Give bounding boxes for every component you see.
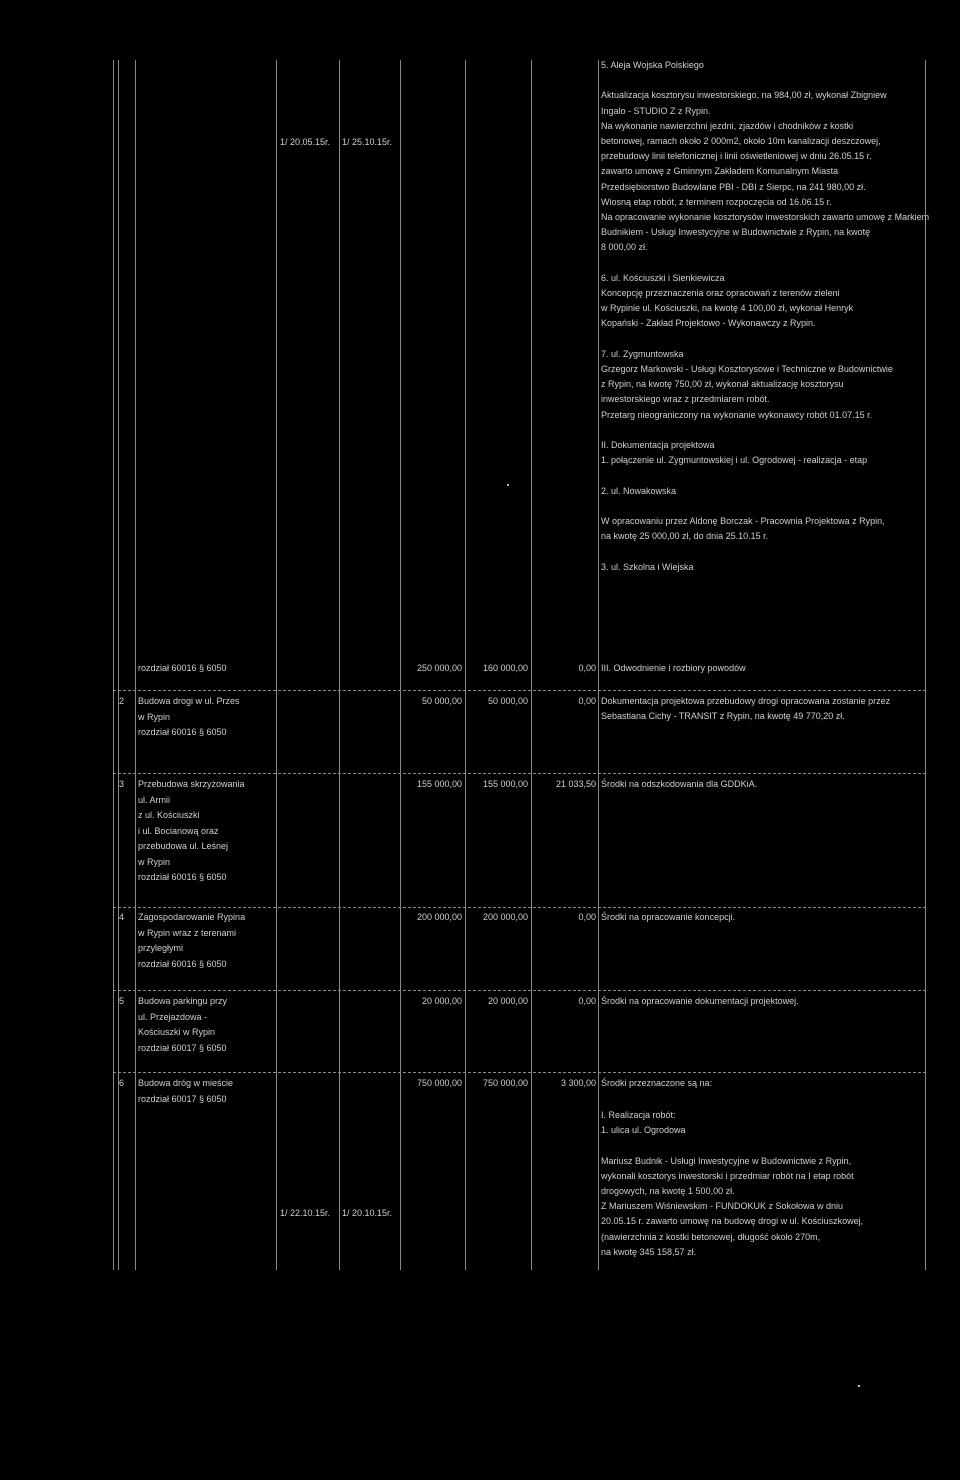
task-name-line: rozdział 60016 § 6050: [138, 663, 227, 673]
description-line: I. Realizacja robót:: [601, 1110, 676, 1120]
task-name-line: rozdział 60016 § 6050: [138, 727, 227, 737]
description-line: Aktualizacja kosztorysu inwestorskiego, na 984,00 zł, wykonał Zbigniew: [601, 90, 887, 101]
column-rule: [598, 60, 599, 1270]
column-rule: [531, 60, 532, 1270]
plan-amount: 155 000,00: [416, 779, 462, 789]
description-line: Budnikiem - Usługi Inwestycyjne w Budownictwie z Rypin, na kwotę: [601, 227, 871, 238]
description-line: Przedsiębiorstwo Budowlane PBI - DBI z Sierpc, na 241 980,00 zł.: [601, 181, 866, 192]
description-line: Ingalo - STUDIO Z z Rypin.: [601, 105, 711, 116]
amount-after-changes: 750 000,00: [482, 1078, 528, 1088]
row-description-line: Środki na opracowanie koncepcji.: [601, 912, 736, 922]
description-line: 1. połączenie ul. Zygmuntowskiej i ul. Ogrodowej - realizacja - etap: [601, 455, 868, 466]
row-description-line: Środki przeznaczone są na:: [601, 1078, 713, 1088]
column-rule: [276, 60, 277, 1270]
task-name-line: z ul. Kościuszki: [138, 810, 200, 820]
description-line: drogowych, na kwotę 1 500,00 zł.: [601, 1186, 735, 1196]
description-line: betonowej, ramach około 2 000m2, około 10m kanalizacji deszczowej,: [601, 136, 881, 146]
date-end-top: 1/ 25.10.15r.: [342, 137, 393, 147]
column-rule: [135, 60, 136, 1270]
description-line: Mariusz Budnik - Usługi Inwestycyjne w Budownictwie z Rypin,: [601, 1155, 852, 1166]
task-name-line: w Rypin wraz z terenami: [138, 927, 237, 938]
description-line: Przetarg nieograniczony na wykonanie wykonawcy robót 01.07.15 r.: [601, 409, 873, 420]
description-line: Koncepcję przeznaczenia oraz opracowań z terenów zieleni: [601, 288, 840, 298]
row-description-line: Środki na opracowanie dokumentacji projektowej.: [601, 996, 799, 1006]
description-line: przebudowy linii telefonicznej i linii oświetleniowej w dniu 26.05.15 r.: [601, 151, 872, 162]
task-name-line: w Rypin: [138, 711, 171, 722]
description-line: 2. ul. Nowakowska: [601, 485, 677, 496]
executed-amount: 0,00: [578, 912, 596, 922]
description-line: 6. ul. Kościuszki i Sienkiewicza: [601, 272, 725, 283]
row-number: 6: [119, 1078, 125, 1088]
description-line: Na opracowanie wykonanie kosztorysów inwestorskich zawarto umowę z Markiem: [601, 212, 930, 222]
row-number: 5: [119, 996, 125, 1006]
task-name-line: Przebudowa skrzyżowania: [138, 779, 245, 789]
description-line: inwestorskiego wraz z przedmiarem robót.: [601, 394, 770, 405]
executed-amount: 0,00: [578, 996, 596, 1006]
date-start-bottom: 1/ 22.10.15r.: [280, 1208, 331, 1218]
task-name-line: rozdział 60017 § 6050: [138, 1093, 227, 1104]
column-rule: [400, 60, 401, 1270]
plan-amount: 200 000,00: [416, 912, 462, 922]
plan-amount: 250 000,00: [416, 663, 462, 673]
task-name-line: przyległymi: [138, 943, 184, 953]
task-name-line: i ul. Bocianową oraz: [138, 825, 219, 836]
executed-amount: 21 033,50: [555, 779, 596, 789]
amount-after-changes: 200 000,00: [482, 912, 528, 922]
column-rule: [339, 60, 340, 1270]
date-end-bottom: 1/ 20.10.15r.: [342, 1208, 393, 1218]
description-line: Na wykonanie nawierzchni jezdni, zjazdów i chodników z kostki: [601, 120, 854, 131]
task-name-line: rozdział 60016 § 6050: [138, 958, 227, 969]
task-name-line: Budowa dróg w mieście: [138, 1078, 234, 1088]
description-line: Kopański - Zakład Projektowo - Wykonawczy z Rypin.: [601, 318, 816, 329]
description-line: zawarto umowę z Gminnym Zakładem Komunalnym Miasta: [601, 166, 839, 177]
task-name-line: ul. Przejazdowa -: [138, 1011, 208, 1022]
description-line: (nawierzchnia z kostki betonowej, długość około 270m,: [601, 1231, 821, 1242]
description-line: 5. Aleja Wojska Polskiego: [601, 60, 704, 70]
task-name-line: ul. Armii: [138, 794, 171, 805]
row-description-line: Sebastiana Cichy - TRANSIT z Rypin, na kwotę 49 770,20 zł.: [601, 711, 845, 722]
description-line: Grzegorz Markowski - Usługi Kosztorysowe i Techniczne w Budownictwie: [601, 364, 893, 374]
table-border-right: [925, 60, 926, 1270]
description-line: Wiosną etap robót, z terminem rozpoczęcia od 16.06.15 r.: [601, 196, 832, 207]
row-rule: [113, 690, 925, 691]
description-line: z Rypin, na kwotę 750,00 zł, wykonał aktualizację kosztorysu: [601, 379, 844, 390]
table-border-left: [113, 60, 114, 1270]
description-line: 1. ulica ul. Ogrodowa: [601, 1125, 686, 1136]
description-line: W opracowaniu przez Aldonę Borczak - Pracownia Projektowa z Rypin,: [601, 516, 885, 526]
row-number: 2: [119, 696, 125, 706]
row-description-line: III. Odwodnienie i rozbiory powodów: [601, 663, 746, 673]
scan-speck: [507, 484, 509, 486]
plan-amount: 750 000,00: [416, 1078, 462, 1088]
description-line: 3. ul. Szkolna i Wiejska: [601, 561, 694, 572]
row-rule: [113, 773, 925, 774]
task-name-line: rozdział 60016 § 6050: [138, 872, 227, 882]
task-name-line: Budowa drogi w ul. Przes: [138, 696, 240, 706]
description-line: na kwotę 345 158,57 zł.: [601, 1246, 697, 1257]
row-description-line: Dokumentacja projektowa przebudowy drogi opracowana zostanie przez: [601, 696, 891, 706]
amount-after-changes: 20 000,00: [487, 996, 528, 1006]
amount-after-changes: 50 000,00: [487, 696, 528, 706]
row-rule: [113, 907, 925, 908]
description-line: II. Dokumentacja projektowa: [601, 440, 715, 450]
task-name-line: przebudowa ul. Leśnej: [138, 841, 229, 851]
description-line: 7. ul. Zygmuntowska: [601, 348, 684, 359]
description-line: 8 000,00 zł.: [601, 242, 648, 253]
task-name-line: rozdział 60017 § 6050: [138, 1042, 227, 1053]
description-line: Z Mariuszem Wiśniewskim - FUNDOKUK z Sokołowa w dniu: [601, 1201, 844, 1212]
executed-amount: 0,00: [578, 696, 596, 706]
task-name-line: Kościuszki w Rypin: [138, 1027, 216, 1037]
task-name-line: w Rypin: [138, 856, 171, 867]
column-rule: [465, 60, 466, 1270]
scan-speck: [858, 1385, 860, 1387]
task-name-line: Budowa parkingu przy: [138, 996, 228, 1006]
description-line: wykonali kosztorys inwestorski i przedmiar robót na I etap robót: [601, 1170, 854, 1181]
plan-amount: 20 000,00: [421, 996, 462, 1006]
task-name-line: Zagospodarowanie Rypina: [138, 912, 246, 922]
description-line: w Rypinie ul. Kościuszki, na kwotę 4 100,00 zł, wykonał Henryk: [601, 303, 854, 314]
description-line: 20.05.15 r. zawarto umowę na budowę drogi w ul. Kościuszkowej,: [601, 1216, 864, 1227]
amount-after-changes: 155 000,00: [482, 779, 528, 789]
amount-after-changes: 160 000,00: [482, 663, 528, 673]
row-rule: [113, 1072, 925, 1073]
executed-amount: 3 300,00: [560, 1078, 596, 1088]
row-description-line: Środki na odszkodowania dla GDDKiA.: [601, 779, 758, 789]
plan-amount: 50 000,00: [421, 696, 462, 706]
executed-amount: 0,00: [578, 663, 596, 673]
row-number: 4: [119, 912, 125, 922]
row-rule: [113, 990, 925, 991]
description-line: na kwotę 25 000,00 zł, do dnia 25.10.15 r.: [601, 531, 769, 542]
row-number: 3: [119, 779, 125, 789]
date-start-top: 1/ 20.05.15r.: [280, 137, 331, 147]
